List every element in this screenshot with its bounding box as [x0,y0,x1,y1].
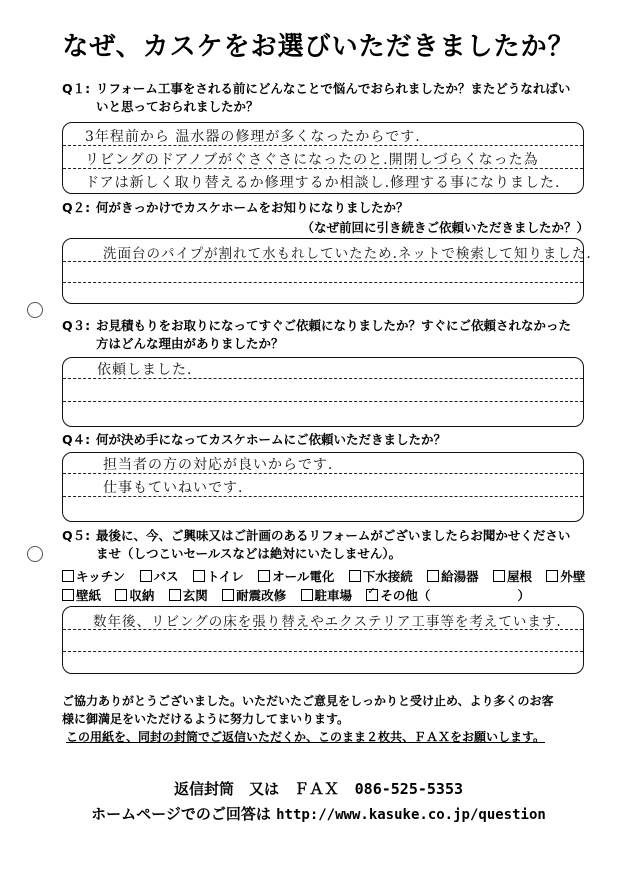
checkbox[interactable] [222,589,234,601]
answer-text: 依頼しました. [97,362,193,378]
answer-box-1[interactable] [62,122,584,194]
question-number: Q１: [62,81,91,96]
other-close-paren: ） [517,588,530,603]
question-number: Q２: [62,200,91,215]
form-title: なぜ、カスケをお選びいただきましたか？ [62,32,575,62]
option-exterior-wall[interactable]: 外壁 [546,567,585,585]
option-storage[interactable]: 収納 [115,586,154,604]
checkbox-checked[interactable] [366,589,378,601]
option-water-heater[interactable]: 給湯器 [427,567,479,585]
question-text-cont: いと思っておられましたか？ [96,99,259,114]
answer-box-4[interactable] [62,452,584,522]
question-1 [62,80,602,116]
checkbox[interactable] [427,570,439,582]
survey-url-link[interactable]: http://www.kasuke.co.jp/question [276,807,546,823]
answer-text: 洗面台のパイプが割れて水もれしていたため.ネットで検索して知りました. [103,246,592,262]
thanks-line: ご協力ありがとうございました。いただいたご意見をしっかりと受け止め、より多くのお客 [62,694,554,708]
answer-text: 3年程前から 温水器の修理が多くなったからです. [85,129,421,145]
question-3 [62,317,602,353]
option-wallpaper[interactable]: 壁紙 [62,586,101,604]
option-bath[interactable]: バス [140,567,179,585]
checkbox[interactable] [493,570,505,582]
answer-box-2[interactable] [62,238,592,304]
option-kitchen[interactable]: キッチン [62,567,125,585]
option-roof[interactable]: 屋根 [493,567,532,585]
question-number: Q３: [62,318,91,333]
question-text-cont: ませ（しつこいセールスなどは絶対にいたしません）。 [96,546,402,561]
question-2-subtext: （なぜ前回に引き続きご依頼いただきましたか？） [301,220,589,235]
return-instructions: この用紙を、同封の封筒でご返信いただくか、このまま２枚共、ＦＡＸをお願いします。 [66,730,546,744]
question-text-cont: 方はどんな理由がありましたか？ [96,336,284,351]
dashed-line [63,651,583,652]
web-label: ホームページでのご回答は [91,805,271,823]
fax-contact [0,778,637,799]
answer-text: 仕事もていねいです. [103,480,244,496]
question-text: お見積もりをお取りになってすぐご依頼になりましたか？すぐにご依頼されなかった [96,318,572,333]
punch-hole-mark [27,546,43,562]
checkbox[interactable] [301,589,313,601]
option-entrance[interactable]: 玄関 [169,586,208,604]
checkbox[interactable] [546,570,558,582]
checkbox[interactable] [62,570,74,582]
options-row-2 [62,586,582,604]
checkbox[interactable] [349,570,361,582]
option-sewer[interactable]: 下水接続 [349,567,413,585]
option-toilet[interactable]: トイレ [193,567,244,585]
answer-box-5[interactable] [62,606,584,674]
answer-text: ドアは新しく取り替えるか修理するか相談し.修理する事になりました. [85,175,561,191]
option-all-electric[interactable]: オール電化 [258,567,334,585]
web-contact [0,803,637,824]
answer-text: 数年後、リビングの床を張り替えやエクステリア工事等を考えています. [93,614,562,630]
question-4 [62,431,602,449]
answer-text: リビングのドアノブがぐさぐさになったのと.開閉しづらくなった為 [85,152,539,168]
dashed-line [63,401,583,402]
checkbox[interactable] [169,589,181,601]
question-2 [62,199,602,217]
checkbox[interactable] [62,589,74,601]
checkbox[interactable] [193,570,205,582]
punch-hole-mark [27,302,43,318]
checkbox[interactable] [115,589,127,601]
checkbox[interactable] [140,570,152,582]
option-other[interactable]: ✓ その他（ [366,586,430,604]
question-5 [62,527,602,563]
options-row-1 [62,567,585,585]
answer-text: 担当者の方の対応が良いからです. [103,457,334,473]
option-parking[interactable]: 駐車場 [301,586,353,604]
question-text: 何が決め手になってカスケホームにご依頼いただきましたか？ [96,432,447,447]
dashed-line [63,282,583,283]
question-number: Q４: [62,432,91,447]
question-text: リフォーム工事をされる前にどんなことで悩んでおられましたか？またどうなればい [96,81,571,96]
answer-box-3[interactable] [62,357,584,427]
option-seismic[interactable]: 耐震改修 [222,586,286,604]
question-number: Q５: [62,528,91,543]
checkbox[interactable] [258,570,270,582]
question-text: 最後に、今、ご興味又はご計画のあるリフォームがございましたらお聞かせください [96,528,571,543]
thanks-line: 様に御満足をいただけるように努力してまいります。 [62,712,350,726]
question-text: 何がきっかけでカスケホームをお知りになりましたか？ [96,200,409,215]
fax-number: 086-525-5353 [354,780,464,798]
return-label: 返信封筒 又は ＦＡＸ [173,780,339,798]
thanks-message [62,692,602,746]
